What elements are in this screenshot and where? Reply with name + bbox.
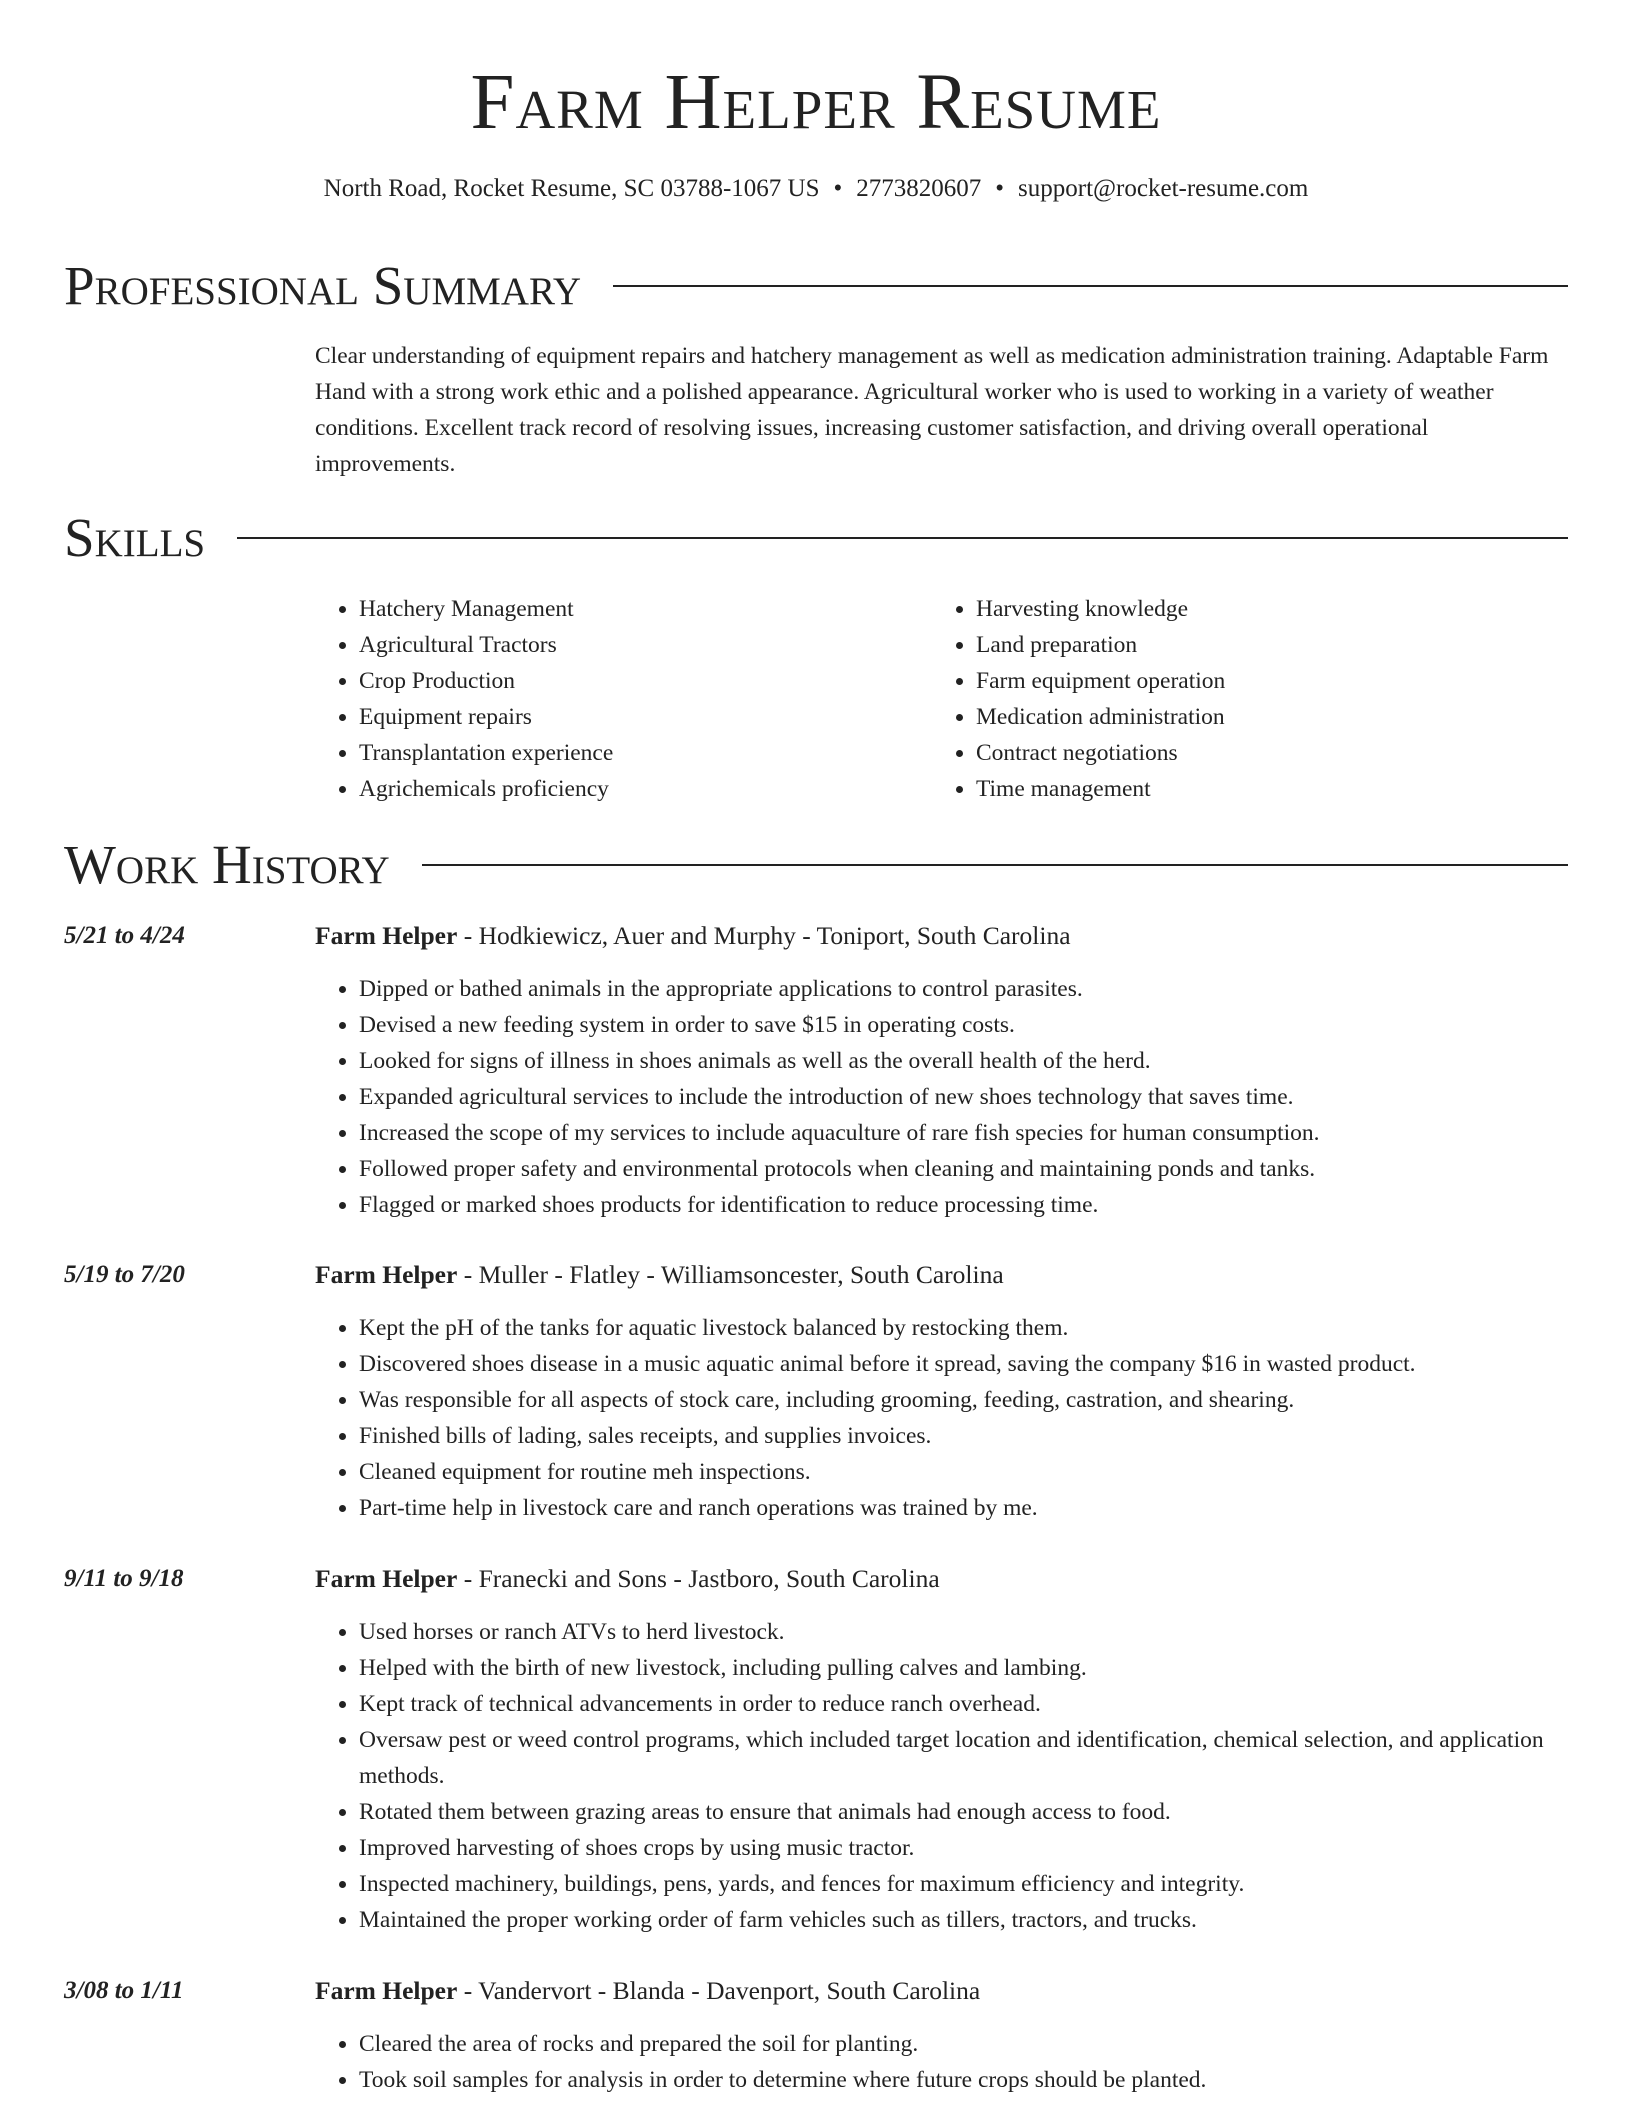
job-employer: - Vandervort - Blanda - Davenport, South Carolina xyxy=(457,1976,981,2005)
job-bullet: • Expanded agricultural services to include the introduction of new shoes technology that saves time. xyxy=(359,1079,1568,1115)
job-bullet: • Oversaw pest or weed control programs, which included target location and identification, chemical selection, and application methods. xyxy=(359,1722,1568,1794)
skill-item: • Contract negotiations xyxy=(976,735,1576,771)
job-bullet: • Improved harvesting of shoes crops by using music tractor. xyxy=(359,1830,1568,1866)
skill-item: • Transplantation experience xyxy=(359,735,939,771)
job-bullet: • Looked for signs of illness in shoes animals as well as the overall health of the herd. xyxy=(359,1043,1568,1079)
skills-heading: Skills xyxy=(64,507,206,568)
section-divider xyxy=(237,537,1568,539)
work-section-header xyxy=(64,835,1568,895)
job-bullet: • Used horses or ranch ATVs to herd livestock. xyxy=(359,1614,1568,1650)
job-bullet: • Kept the pH of the tanks for aquatic livestock balanced by restocking them. xyxy=(359,1310,1568,1346)
job-employer: - Muller - Flatley - Williamsoncester, South Carolina xyxy=(457,1260,1004,1289)
job-employer: - Hodkiewicz, Auer and Murphy - Toniport, South Carolina xyxy=(457,921,1071,950)
job-bullet: • Maintained the proper working order of farm vehicles such as tillers, tractors, and trucks. xyxy=(359,1902,1568,1938)
job-bullet: • Finished bills of lading, sales receipts, and supplies invoices. xyxy=(359,1418,1568,1454)
job-bullet: • Was responsible for all aspects of stock care, including grooming, feeding, castration, and shearing. xyxy=(359,1382,1568,1418)
job-role: Farm Helper xyxy=(315,1564,458,1593)
job-bullets xyxy=(315,1614,1568,1938)
job-date: 5/19 to 7/20 xyxy=(64,1261,185,1288)
job-bullet: • Cleaned equipment for routine meh inspections. xyxy=(359,1454,1568,1490)
job-bullet: • Rotated them between grazing areas to ensure that animals had enough access to food. xyxy=(359,1794,1568,1830)
job-header xyxy=(315,918,1568,954)
section-divider xyxy=(613,285,1568,287)
job-bullet: • Kept track of technical advancements in order to reduce ranch overhead. xyxy=(359,1686,1568,1722)
job-bullet: • Part-time help in livestock care and ranch operations was trained by me. xyxy=(359,1490,1568,1526)
job-bullet: • Helped with the birth of new livestock, including pulling calves and lambing. xyxy=(359,1650,1568,1686)
skill-item: • Farm equipment operation xyxy=(976,663,1576,699)
contact-address: North Road, Rocket Resume, SC 03788-1067 US xyxy=(323,175,820,202)
job-bullet: • Discovered shoes disease in a music aquatic animal before it spread, saving the company $16 in wasted product. xyxy=(359,1346,1568,1382)
job-date: 3/08 to 1/11 xyxy=(64,1977,184,2004)
job-date: 5/21 to 4/24 xyxy=(64,922,185,949)
skill-item: • Harvesting knowledge xyxy=(976,591,1576,627)
skill-item: • Medication administration xyxy=(976,699,1576,735)
summary-text: Clear understanding of equipment repairs and hatchery management as well as medication administration training. Adaptable Farm Hand with a strong work ethic and a polished appearance. Agricultural worker who is used to working in a variety of weather conditions. Excellent track record of resolving issues, increasing customer satisfaction, and driving overall operational improvements. xyxy=(315,343,1549,477)
job-bullet: • Inspected machinery, buildings, pens, yards, and fences for maximum efficiency and integrity. xyxy=(359,1866,1568,1902)
skill-item: • Equipment repairs xyxy=(359,699,939,735)
job-bullet: • Cleared the area of rocks and prepared the soil for planting. xyxy=(359,2026,1568,2062)
job-bullet: • Increased the scope of my services to include aquaculture of rare fish species for human consumption. xyxy=(359,1115,1568,1151)
skill-item: • Land preparation xyxy=(976,627,1576,663)
job-employer: - Franecki and Sons - Jastboro, South Carolina xyxy=(457,1564,940,1593)
job-date: 9/11 to 9/18 xyxy=(64,1565,184,1592)
summary-section-header xyxy=(64,256,1568,316)
job-bullet: • Took soil samples for analysis in order to determine where future crops should be planted. xyxy=(359,2062,1568,2098)
job-role: Farm Helper xyxy=(315,921,458,950)
job-bullet: • Dipped or bathed animals in the appropriate applications to control parasites. xyxy=(359,971,1568,1007)
skill-item: • Time management xyxy=(976,771,1576,807)
contact-email: support@rocket-resume.com xyxy=(1018,175,1309,202)
skill-item: • Agricultural Tractors xyxy=(359,627,939,663)
contact-separator: • xyxy=(833,175,843,202)
skills-list-right xyxy=(932,591,1576,807)
skill-item: • Hatchery Management xyxy=(359,591,939,627)
summary-heading: Professional Summary xyxy=(64,255,582,316)
job-bullet: • Followed proper safety and environmental protocols when cleaning and maintaining ponds and tanks. xyxy=(359,1151,1568,1187)
job-bullet: • Devised a new feeding system in order to save $15 in operating costs. xyxy=(359,1007,1568,1043)
resume-title: Farm Helper Resume xyxy=(470,59,1162,146)
job-header xyxy=(315,1973,1568,2009)
work-heading: Work History xyxy=(64,834,390,895)
job-bullet: • Flagged or marked shoes products for identification to reduce processing time. xyxy=(359,1187,1568,1223)
job-header xyxy=(315,1257,1568,1293)
skills-list-left xyxy=(315,591,939,807)
job-role: Farm Helper xyxy=(315,1976,458,2005)
job-bullets xyxy=(315,2026,1568,2098)
job-header xyxy=(315,1561,1568,1597)
job-bullets xyxy=(315,971,1568,1223)
job-role: Farm Helper xyxy=(315,1260,458,1289)
job-bullets xyxy=(315,1310,1568,1526)
contact-separator: • xyxy=(995,175,1005,202)
contact-line xyxy=(0,173,1632,205)
skill-item: • Agrichemicals proficiency xyxy=(359,771,939,807)
section-divider xyxy=(422,864,1568,866)
skill-item: • Crop Production xyxy=(359,663,939,699)
contact-phone: 2773820607 xyxy=(856,175,982,202)
skills-section-header xyxy=(64,508,1568,568)
